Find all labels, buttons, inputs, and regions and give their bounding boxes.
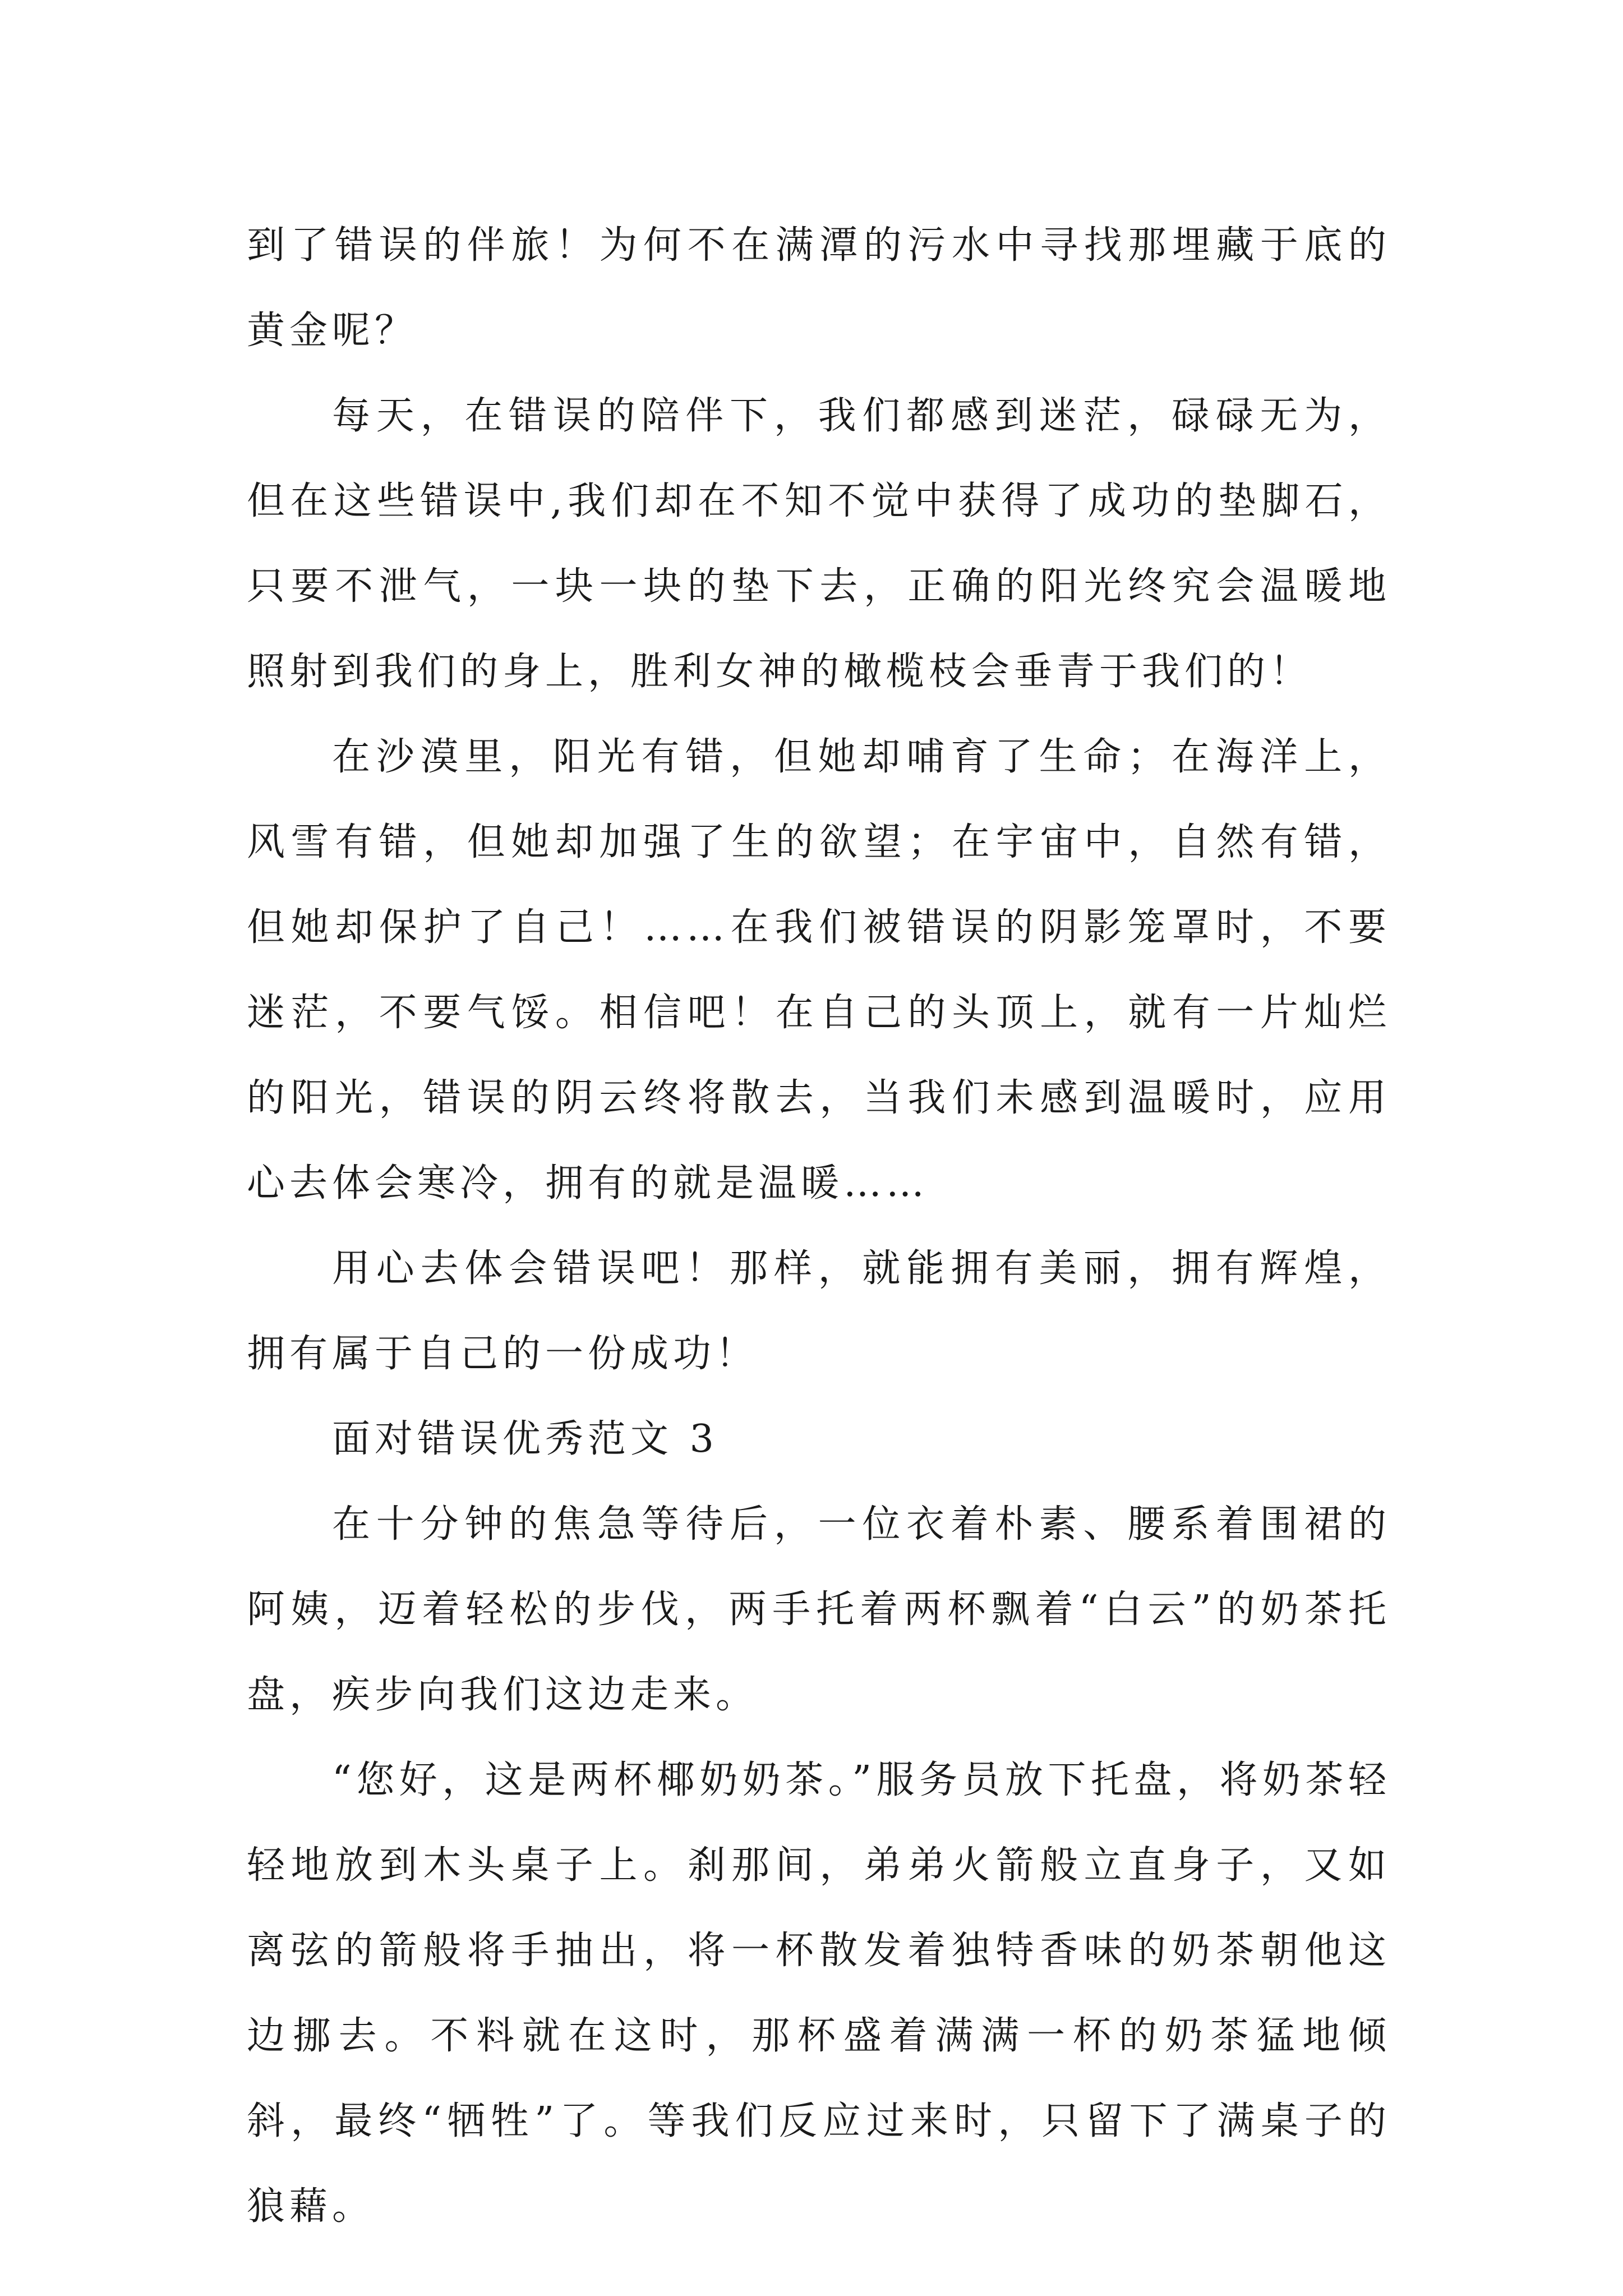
paragraph-3: 在沙漠里，阳光有错，但她却哺育了生命；在海洋上，风雪有错，但她却加强了生的欲望；在宇宙中，自然有错，但她却保护了自己！……在我们被错误的阴影笼罩时，不要迷茫，不要气馁。相信吧！在自己的头顶上，就有一片灿烂的阳光，错误的阴云终将散去，当我们未感到温暖时，应用心去体会寒冷，拥有的就是温暖……	[247, 735, 1391, 1205]
paragraph-2: 每天，在错误的陪伴下，我们都感到迷茫，碌碌无为，但在这些错误中,我们却在不知不觉中获得了成功的垫脚石，只要不泄气，一块一块的垫下去，正确的阳光终究会温暖地照射到我们的身上，胜利女神的橄榄枝会垂青于我们的！	[247, 394, 1391, 694]
paragraph-5: 在十分钟的焦急等待后，一位衣着朴素、腰系着围裙的阿姨，迈着轻松的步伐，两手托着两杯飘着“白云”的奶茶托盘，疾步向我们这边走来。	[247, 1502, 1391, 1717]
paragraph-4: 用心去体会错误吧！那样，就能拥有美丽，拥有辉煌，拥有属于自己的一份成功！	[247, 1246, 1391, 1376]
document-body	[247, 203, 1391, 2249]
paragraph-1: 到了错误的伴旅！为何不在满潭的污水中寻找那埋藏于底的黄金呢？	[247, 223, 1391, 353]
section-title: 面对错误优秀范文 3	[332, 1417, 718, 1461]
paragraph-6: “您好，这是两杯椰奶奶茶。”服务员放下托盘，将奶茶轻轻地放到木头桌子上。刹那间，弟弟火箭般立直身子，又如离弦的箭般将手抽出，将一杯散发着独特香味的奶茶朝他这边挪去。不料就在这时，那杯盛着满满一杯的奶茶猛地倾斜，最终“牺牲”了。等我们反应过来时，只留下了满桌子的狼藉。	[247, 1758, 1391, 2229]
